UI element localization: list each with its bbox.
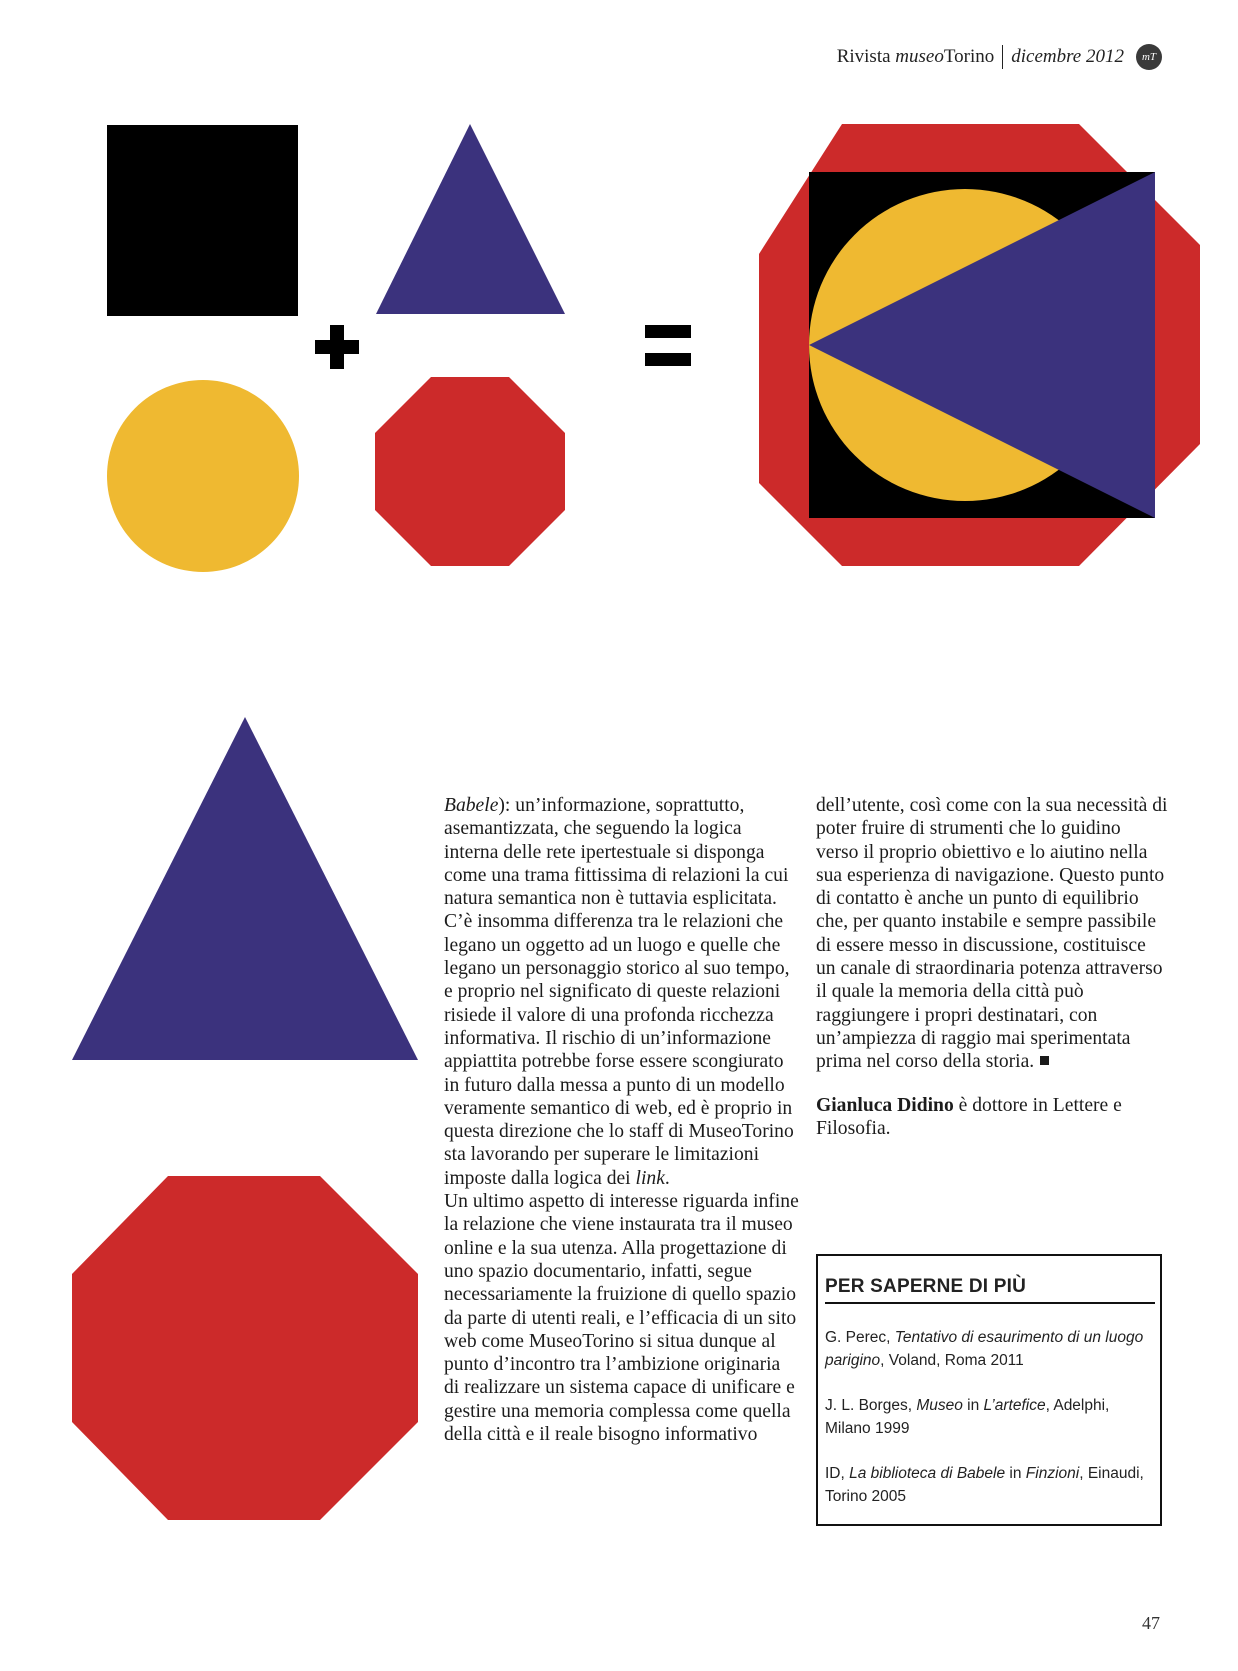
blue-triangle-large-shape xyxy=(809,172,1155,518)
running-header xyxy=(700,44,1162,70)
reference-item: ID, La biblioteca di Babele in Finzioni, Einaudi, Torino 2005 xyxy=(825,1465,1144,1505)
author-bio: Gianluca Didino è dottore in Lettere e Filosofia. xyxy=(816,1094,1122,1139)
further-reading-title: PER SAPERNE DI PIÙ xyxy=(825,1276,1155,1304)
article-column-2 xyxy=(816,794,1168,1140)
equals-icon xyxy=(645,325,691,369)
blue-triangle-lower-shape xyxy=(72,717,418,1060)
further-reading-box xyxy=(816,1254,1162,1526)
article-paragraph: Un ultimo aspetto di interesse riguarda infine la relazione che viene instaurata tra il museo online e la sua utenza. Alla progettazione di uno spazio documentario, infatti, segue necessariamente la fruizione di quello spazio da parte di utenti reali, e l’efficacia di un sito web come MuseoTorino si situa dunque al punto d’incontro tra l’ambizione originaria di realizzare un sistema capace di unificare e gestire una memoria complessa come quella della città e il reale bisogno informativo xyxy=(444,1191,799,1446)
black-square-shape xyxy=(107,125,298,316)
red-octagon-small-shape xyxy=(375,377,565,566)
article-paragraph: Babele): un’informazione, soprattutto, asemantizzata, che seguendo la logica interna delle rete ipertestuale si disponga come una trama fittissima di relazioni la cui natura semantica non è tuttavia esplicitata. C’è insomma differenza tra le relazioni che legano un oggetto ad un luogo e quelle che legano un personaggio storico al suo tempo, e proprio nel significato di queste relazioni risiede il valore di una profonda ricchezza informativa. Il rischio di un’informazione appiattita potrebbe forse essere scongiurato in futuro dalla messa a punto di un modello veramente semantico di web, ed è proprio in questa direzione che lo staff di MuseoTorino sta lavorando per superare le limitazioni imposte dalla logica dei link. xyxy=(444,795,794,1189)
magazine-logo: mT xyxy=(1136,44,1162,70)
yellow-circle-large-shape xyxy=(809,189,1121,501)
end-of-article-icon xyxy=(1040,1056,1049,1065)
magazine-name: Rivista museoTorino xyxy=(836,46,995,67)
reference-item: J. L. Borges, Museo in L’artefice, Adelphi, Milano 1999 xyxy=(825,1397,1110,1437)
article-paragraph: dell’utente, così come con la sua necessità di poter fruire di strumenti che lo guidino verso il proprio obiettivo e lo aiutino nella sua esperienza di navigazione. Questo punto di contatto è anche un punto di equilibrio che, per quanto instabile e sempre passibile di essere messo in discussione, costituisce un canale di straordinaria potenza attraverso il quale la memoria della città può raggiungere i propri destinatari, con un’ampiezza di raggio mai sperimentata prima nel corso della storia. xyxy=(816,795,1168,1073)
red-octagon-lower-shape xyxy=(72,1176,418,1520)
blue-triangle-small-shape xyxy=(376,124,565,314)
reference-item: G. Perec, Tentativo di esaurimento di un luogo parigino, Voland, Roma 2011 xyxy=(825,1329,1144,1369)
black-square-large-shape xyxy=(809,172,1155,518)
page-number: 47 xyxy=(1142,1613,1160,1633)
header-divider xyxy=(1002,45,1003,69)
article-column-1 xyxy=(444,794,799,1446)
plus-icon xyxy=(315,325,359,369)
yellow-circle-shape xyxy=(107,380,299,572)
issue-date: dicembre 2012 xyxy=(1011,46,1124,67)
red-octagon-large-shape xyxy=(759,124,1200,566)
